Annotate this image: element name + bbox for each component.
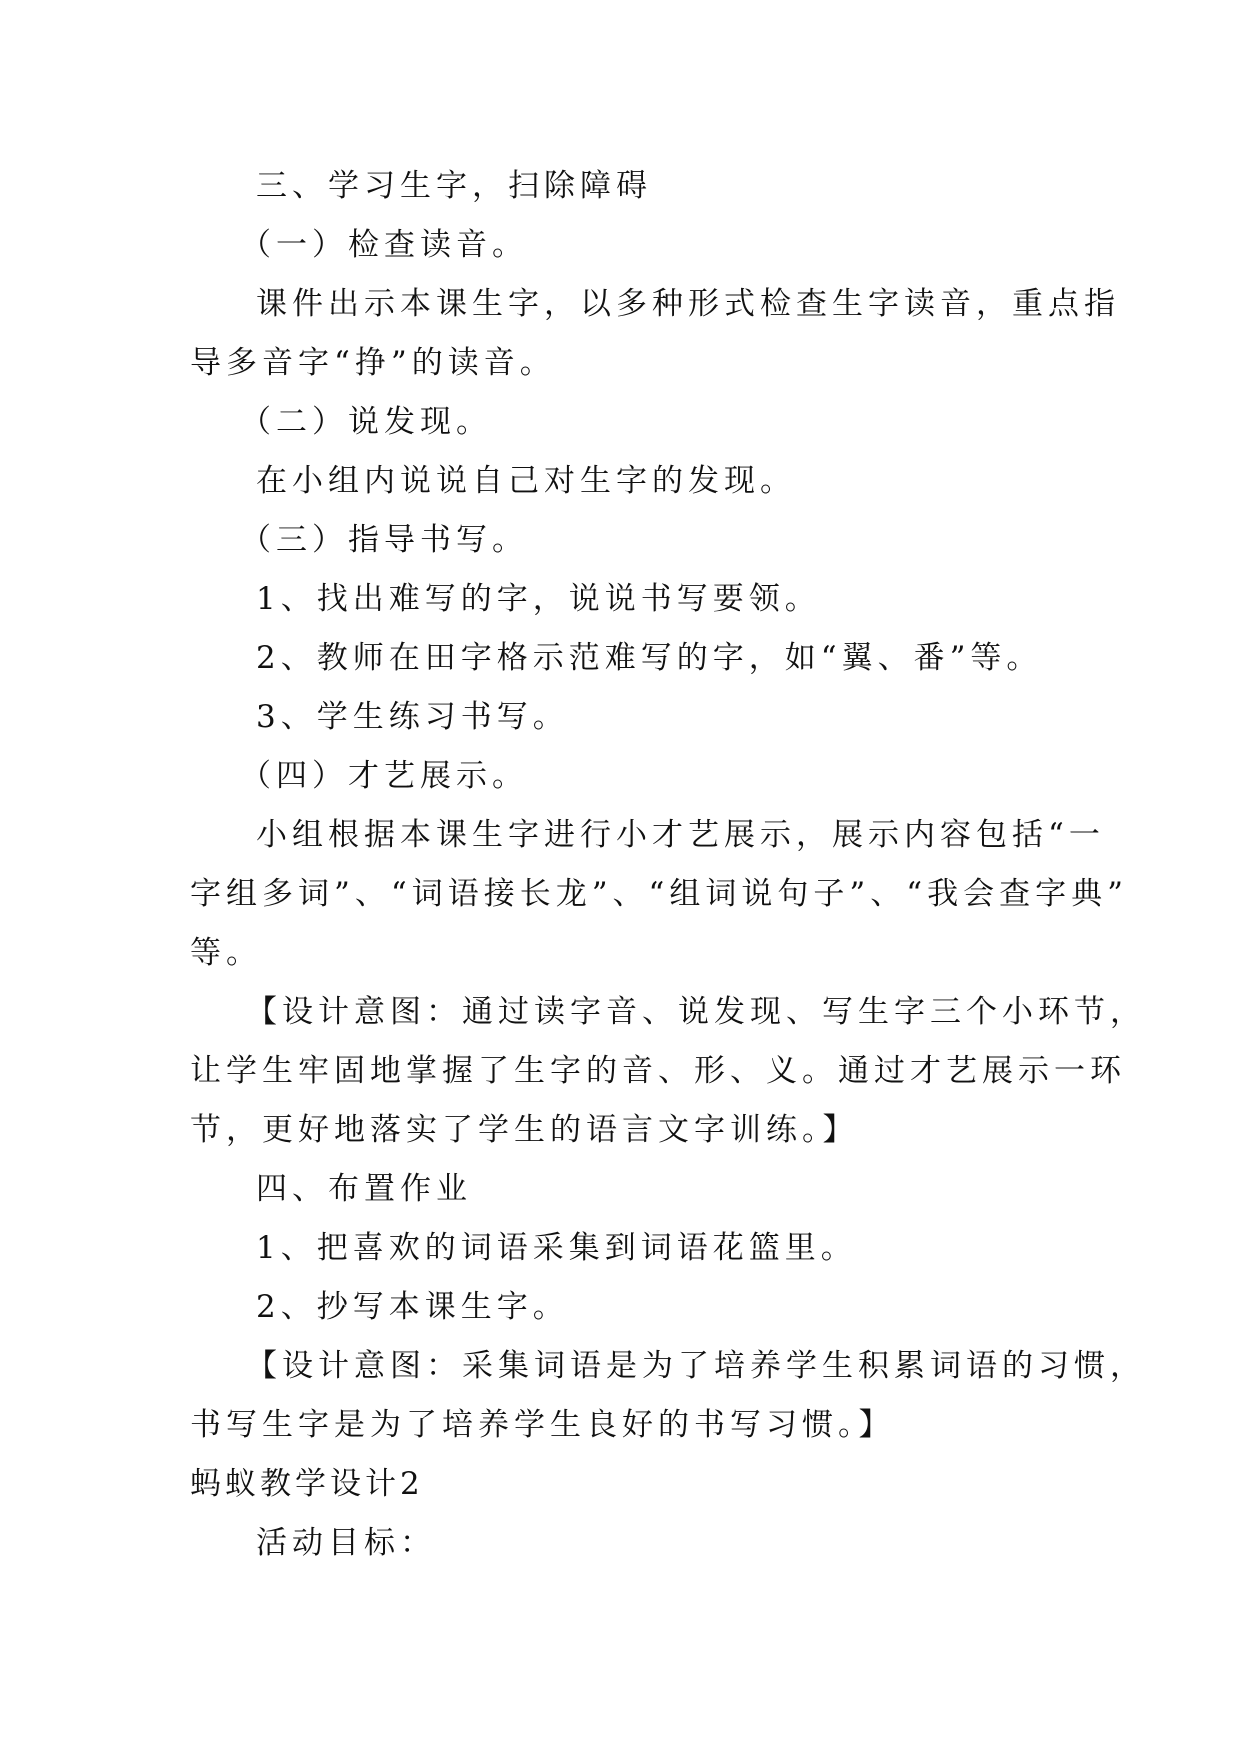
design-intent-line: 让学生牢固地掌握了生字的音、形、义。通过才艺展示一环: [190, 1053, 1126, 1089]
paragraph-line: 字组多词”、“词语接长龙”、“组词说句子”、“我会查字典”: [190, 876, 1128, 912]
document-title: 蚂蚁教学设计2: [190, 1466, 424, 1502]
design-intent-line: 【设计意图：采集词语是为了培养学生积累词语的习惯，: [246, 1348, 1146, 1384]
subsection-heading: （二）说发现。: [240, 404, 492, 440]
paragraph-line: 小组根据本课生字进行小才艺展示，展示内容包括“一: [256, 817, 1105, 853]
design-intent-line: 书写生字是为了培养学生良好的书写习惯。】: [190, 1407, 895, 1443]
list-item: 3、学生练习书写。: [256, 699, 569, 735]
section-heading: 三、学习生字，扫除障碍: [256, 168, 652, 204]
list-item: 1、把喜欢的词语采集到词语花篮里。: [256, 1230, 857, 1266]
subsection-heading: （三）指导书写。: [240, 522, 528, 558]
subsection-heading: （四）才艺展示。: [240, 758, 528, 794]
design-intent-line: 节，更好地落实了学生的语言文字训练。】: [190, 1112, 859, 1148]
section-heading: 四、布置作业: [256, 1171, 472, 1207]
list-item: 1、找出难写的字，说说书写要领。: [256, 581, 821, 617]
paragraph-line: 导多音字“挣”的读音。: [190, 345, 556, 381]
list-item: 2、教师在田字格示范难写的字，如“翼、番”等。: [256, 640, 1043, 676]
subsection-heading: （一）检查读音。: [240, 227, 528, 263]
list-item: 2、抄写本课生字。: [256, 1289, 569, 1325]
design-intent-line: 【设计意图：通过读字音、说发现、写生字三个小环节，: [246, 994, 1146, 1030]
section-heading: 活动目标：: [256, 1525, 436, 1561]
paragraph-line: 课件出示本课生字，以多种形式检查生字读音，重点指: [256, 286, 1120, 322]
paragraph-line: 等。: [190, 935, 262, 971]
paragraph-line: 在小组内说说自己对生字的发现。: [256, 463, 796, 499]
